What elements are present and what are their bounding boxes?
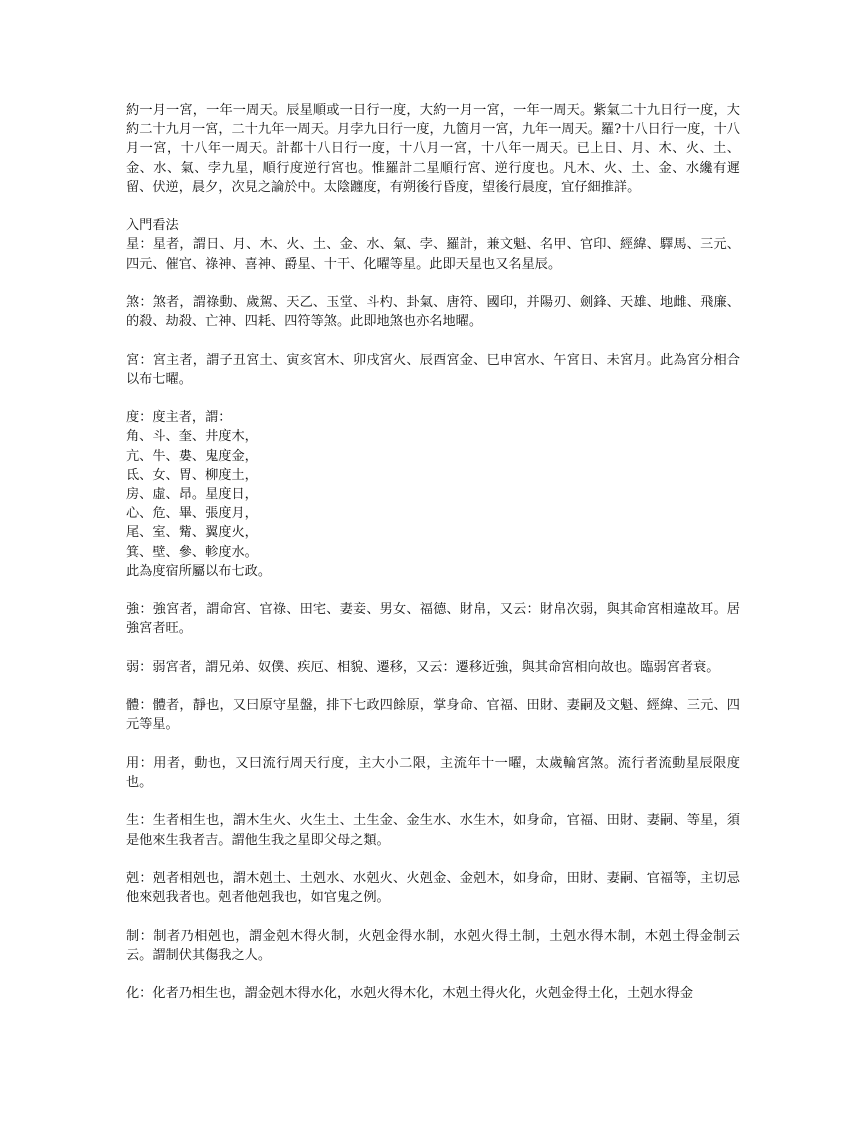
paragraph-gap <box>126 389 740 408</box>
du-line: 氐、女、胃、柳度土， <box>126 467 258 483</box>
du-line: 心、危、畢、張度月， <box>126 506 258 522</box>
paragraph-du <box>126 408 740 581</box>
paragraph-sheng: 生：生者相生也，謂木生火、火生土、土生金、金生水、水生木，如身命，官福、田財、妻嗣、等星，須是他來生我者吉。謂他生我之星即父母之類。 <box>126 813 740 848</box>
paragraph-hua: 化：化者乃相生也，謂金剋木得水化，水剋火得木化，木剋土得火化，火剋金得土化，土剋水得金 <box>126 986 694 1002</box>
paragraph-ti: 體：體者，靜也，又曰原守星盤，排下七政四餘原，掌身命、官福、田財、妻嗣及文魁、經緯、三元、四元等星。 <box>126 698 740 733</box>
du-line: 尾、室、觜、翼度火， <box>126 525 258 541</box>
du-line: 角、斗、奎、井度木， <box>126 429 258 445</box>
paragraph-gap <box>126 850 740 869</box>
du-line: 箕、壁、參、軫度水。 <box>126 544 258 560</box>
du-line: 房、虛、昂。星度日， <box>126 487 258 502</box>
intro-paragraph: 約一月一宮，一年一周天。辰星順或一日行一度，大約一月一宮，一年一周天。紫氣二十九日行一度，大約二十九月一宮，二十九年一周天。月孛九日行一度，九箇月一宮，九年一周天。羅?十八日行一度，十八月一宮，十八年一周天。計都十八日行一度，十八月一宮，十八年一周天。已上日、月、木、火、土、金、水、氣、孛九星，順行度逆行宮也。惟羅計二星順行宮、逆行度也。凡木、火、土、金、水纔有遲留、伏逆，晨夕，次見之論於中。太陰躔度，有朔後行昏度，望後行晨度，宜仔細推詳。 <box>126 103 740 195</box>
document-body <box>126 101 740 1003</box>
paragraph-gap <box>126 331 740 350</box>
paragraph-gap <box>126 792 740 811</box>
paragraph-sha: 煞：煞者，謂祿動、歲駕、天乙、玉堂、斗杓、卦氣、唐符、國印，并陽刃、劍鋒、天雄、地雌、飛廉、的殺、劫殺、亡神、四耗、四符等煞。此即地煞也亦名地曜。 <box>126 295 740 330</box>
paragraph-zhi: 制：制者乃相剋也，謂金剋木得火制，火剋金得水制，水剋火得土制，土剋水得木制，木剋土得金制云云。謂制伏其傷我之人。 <box>126 928 740 963</box>
paragraph-xing: 星：星者，謂日、月、木、火、土、金、水、氣、孛、羅計，兼文魁、名甲、官印、經緯、驛馬、三元、四元、催官、祿神、喜神、爵星、十干、化曜等星。此即天星也又名星辰。 <box>126 237 740 272</box>
paragraph-gap <box>126 735 740 754</box>
du-line: 亢、牛、婁、鬼度金， <box>126 448 258 464</box>
paragraph-ke: 剋：剋者相剋也，謂木剋土、土剋水、水剋火、火剋金、金剋木，如身命，田財、妻嗣、官福等，主切忌他來剋我者也。剋者他剋我也，如官鬼之例。 <box>126 870 740 906</box>
paragraph-qiang: 強：強宮者，謂命宮、官祿、田宅、妻妾、男女、福德、財帛，又云：財帛次弱，與其命宮相違故耳。居強宮者旺。 <box>126 602 740 637</box>
du-line: 此為度宿所屬以布七政。 <box>126 563 272 579</box>
section-heading: 入門看法 <box>126 218 179 234</box>
paragraph-gap <box>126 965 740 984</box>
paragraph-gap <box>126 677 740 696</box>
paragraph-yong: 用：用者，動也，又曰流行周天行度，主大小二限，主流年十一曜，太歲輪宮煞。流行者流動星辰限度也。 <box>126 755 740 790</box>
paragraph-gap <box>126 581 740 600</box>
du-line: 度：度主者，謂： <box>126 410 232 426</box>
paragraph-gong: 宮：宮主者，謂子丑宮土、寅亥宮木、卯戌宮火、辰酉宮金、巳申宮水、午宮日、未宮月。此為宮分相合以布七曜。 <box>126 352 740 387</box>
paragraph-gap <box>126 907 740 926</box>
paragraph-ruo: 弱：弱宮者，謂兄弟、奴僕、疾厄、相貌、遷移，又云：遷移近強，與其命宮相向故也。臨弱宮者衰。 <box>126 659 720 675</box>
paragraph-gap <box>126 197 740 216</box>
paragraph-gap <box>126 274 740 293</box>
paragraph-gap <box>126 639 740 658</box>
